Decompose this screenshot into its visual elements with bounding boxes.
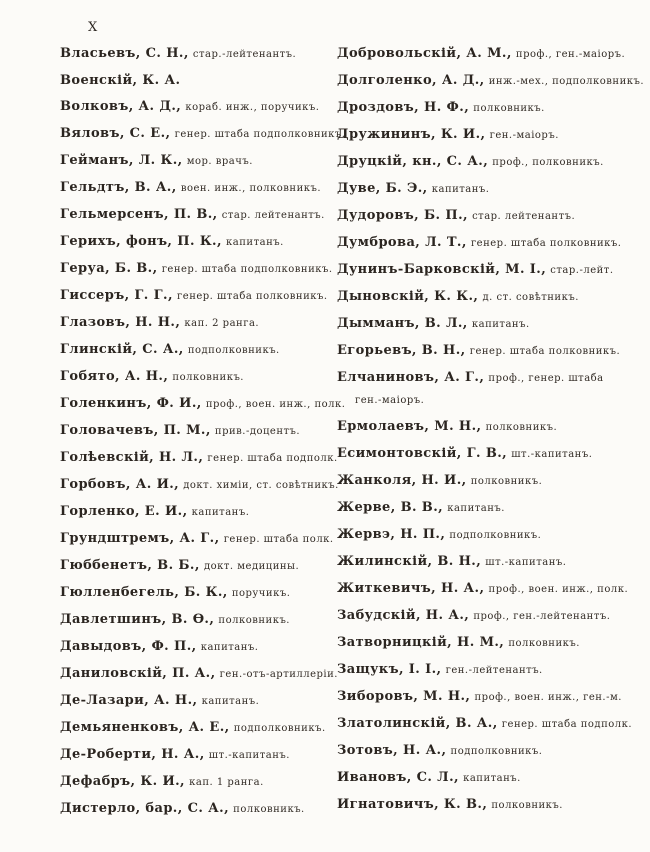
list-item xyxy=(337,46,625,62)
entry-rank: шт.-капитанъ. xyxy=(511,449,593,460)
entry-name: Геруа, Б. В., xyxy=(60,261,158,276)
list-item xyxy=(60,585,334,601)
list-item xyxy=(337,581,629,597)
entry-rank: шт.-капитанъ. xyxy=(208,750,290,761)
entry-rank: стар. лейтенантъ. xyxy=(472,211,576,222)
list-item xyxy=(337,127,625,143)
entry-rank: стар. лейтенантъ. xyxy=(221,210,325,221)
entry-name: Ивановъ, С. Л., xyxy=(337,770,459,785)
entry-rank: ген.-маіоръ. xyxy=(489,130,559,141)
entry-name: Гейманъ, Л. К., xyxy=(60,153,183,168)
entry-rank-continuation: ген.-маіоръ. xyxy=(355,395,425,406)
entry-rank: полковникъ. xyxy=(172,372,244,383)
entry-rank: полковникъ. xyxy=(508,638,580,649)
entry-rank: подполковникъ. xyxy=(233,723,326,734)
list-item xyxy=(60,396,346,412)
entry-name: Де-Роберти, Н. А., xyxy=(60,747,205,762)
entry-name: Забудскій, Н. А., xyxy=(337,608,470,623)
list-item xyxy=(337,554,625,570)
entry-name: Вяловъ, С. Е., xyxy=(60,126,171,141)
entry-rank: подполковникъ. xyxy=(449,530,542,541)
list-item xyxy=(337,370,625,408)
entry-name: Дефабръ, К. И., xyxy=(60,774,185,789)
entry-name: Голѣевскій, Н. Л., xyxy=(60,450,204,465)
list-item xyxy=(60,46,334,62)
list-item xyxy=(337,635,625,651)
entry-name: Дымманъ, В. Л., xyxy=(337,316,468,331)
entry-rank: генер. штаба подполковникъ. xyxy=(161,264,333,275)
entry-rank: ген.-лейтенантъ. xyxy=(445,665,543,676)
list-item xyxy=(60,315,334,331)
entry-rank: генер. штаба подполковникъ. xyxy=(174,129,346,140)
entry-rank: кап. 1 ранга. xyxy=(189,777,264,788)
list-item xyxy=(60,99,334,115)
entry-rank: д. ст. совѣтникъ. xyxy=(482,292,579,303)
list-item xyxy=(60,369,334,385)
entry-name: Есимонтовскій, Г. В., xyxy=(337,446,508,461)
list-item xyxy=(337,181,625,197)
entry-name: Горбовъ, А. И., xyxy=(60,477,180,492)
entry-name: Добровольскій, А. М., xyxy=(337,46,512,61)
entry-name: Гельмерсенъ, П. В., xyxy=(60,207,218,222)
entry-rank: ген.-отъ-артиллеріи. xyxy=(219,669,338,680)
list-item xyxy=(60,693,334,709)
entry-rank: инж.-мех., подполковникъ. xyxy=(488,76,645,87)
list-item xyxy=(60,288,334,304)
entry-name: Защукъ, І. І., xyxy=(337,662,442,677)
entry-name: Даниловскій, П. А., xyxy=(60,666,216,681)
entry-name: Дунинъ-Барковскій, М. І., xyxy=(337,262,547,277)
entry-name: Гиссеръ, Г. Г., xyxy=(60,288,173,303)
entry-name: Егорьевъ, В. Н., xyxy=(337,343,466,358)
list-item xyxy=(60,234,334,250)
entry-name: Волковъ, А. Д., xyxy=(60,99,182,114)
list-item xyxy=(337,662,625,678)
entry-name: Ермолаевъ, М. Н., xyxy=(337,419,482,434)
entry-rank: проф., ген.-лейтенантъ. xyxy=(473,611,611,622)
entry-name: Житкевичъ, Н. А., xyxy=(337,581,485,596)
list-item xyxy=(337,154,625,170)
list-item xyxy=(60,477,339,493)
entry-name: Горленко, Е. И., xyxy=(60,504,188,519)
entry-name: Елчаниновъ, А. Г., xyxy=(337,370,485,385)
entry-rank: кораб. инж., поручикъ. xyxy=(185,102,320,113)
entry-rank: капитанъ. xyxy=(191,507,250,518)
list-item xyxy=(60,801,334,817)
list-item xyxy=(60,207,334,223)
list-item xyxy=(337,235,625,251)
entry-rank: генер. штаба полковникъ. xyxy=(177,291,328,302)
entry-rank: проф., генер. штаба xyxy=(488,373,604,384)
list-item xyxy=(60,666,338,682)
list-item xyxy=(60,126,346,142)
entry-rank: кап. 2 ранга. xyxy=(184,318,260,329)
list-item xyxy=(337,316,625,332)
list-item xyxy=(60,423,334,439)
entry-rank: докт. химіи, ст. совѣтникъ. xyxy=(183,480,339,491)
list-item xyxy=(337,797,625,813)
list-item xyxy=(60,774,334,790)
list-item xyxy=(337,343,625,359)
entry-name: Де-Лазари, А. Н., xyxy=(60,693,198,708)
entry-name: Дудоровъ, Б. П., xyxy=(337,208,468,223)
entry-rank: капитанъ. xyxy=(431,184,490,195)
list-item xyxy=(60,531,334,547)
entry-rank: подполковникъ. xyxy=(187,345,280,356)
list-item xyxy=(60,153,334,169)
list-item xyxy=(337,208,625,224)
list-item xyxy=(60,747,334,763)
entry-rank: полковникъ. xyxy=(473,103,545,114)
entry-name: Игнатовичъ, К. В., xyxy=(337,797,488,812)
entry-name: Думброва, Л. Т., xyxy=(337,235,467,250)
entry-rank: проф., полковникъ. xyxy=(492,157,604,168)
entry-name: Головачевъ, П. М., xyxy=(60,423,211,438)
list-item xyxy=(60,612,334,628)
list-item xyxy=(337,608,625,624)
entry-rank: проф., воен. инж., ген.-м. xyxy=(474,692,622,703)
entry-name: Герихъ, фонъ, П. К., xyxy=(60,234,222,249)
entry-rank: шт.-капитанъ. xyxy=(485,557,567,568)
list-item xyxy=(337,689,625,705)
list-item xyxy=(60,73,334,88)
entry-name: Долголенко, А. Д., xyxy=(337,73,485,88)
list-item xyxy=(60,504,334,520)
entry-name: Дружининъ, К. И., xyxy=(337,127,486,142)
entry-rank: полковникъ. xyxy=(485,422,558,433)
list-item xyxy=(337,419,625,435)
entry-rank: капитанъ. xyxy=(471,319,530,330)
list-item xyxy=(337,527,625,543)
list-item xyxy=(337,262,625,278)
entry-rank: проф., воен. инж., полк. xyxy=(205,399,346,410)
list-item xyxy=(60,558,334,574)
list-item xyxy=(60,261,334,277)
entry-name: Глазовъ, Н. Н., xyxy=(60,315,181,330)
entry-rank: капитанъ. xyxy=(201,696,260,707)
entry-rank: прив.-доцентъ. xyxy=(214,426,301,437)
entry-rank: капитанъ. xyxy=(226,237,284,248)
entry-name: Жервэ, Н. П., xyxy=(337,527,446,542)
entry-name: Друцкій, кн., С. А., xyxy=(337,154,489,169)
entry-name: Демьяненковъ, А. Е., xyxy=(60,720,230,735)
entry-name: Голенкинъ, Ф. И., xyxy=(60,396,202,411)
entry-name: Дыновскій, К. К., xyxy=(337,289,479,304)
list-item xyxy=(60,639,334,655)
entry-name: Военскій, К. А. xyxy=(60,73,181,88)
entry-rank: стар.-лейт. xyxy=(550,265,614,276)
entry-rank: генер. штаба полковникъ. xyxy=(470,238,622,249)
entry-rank: докт. медицины. xyxy=(203,561,300,572)
entry-name: Жанколя, Н. И., xyxy=(337,473,467,488)
column-left xyxy=(60,46,346,828)
list-item xyxy=(337,743,625,759)
entry-rank: полковникъ. xyxy=(218,615,290,626)
list-item xyxy=(337,473,625,489)
entry-name: Глинскій, С. А., xyxy=(60,342,184,357)
entry-name: Дроздовъ, Н. Ф., xyxy=(337,100,470,115)
list-item xyxy=(337,289,625,305)
entry-name: Грундштремъ, А. Г., xyxy=(60,531,220,546)
list-item xyxy=(60,342,334,358)
entry-rank: генер. штаба подполк. xyxy=(501,719,633,730)
entry-rank: генер. штаба подполк. xyxy=(207,453,338,464)
entry-rank: воен. инж., полковникъ. xyxy=(180,183,322,194)
list-item xyxy=(337,73,645,89)
list-item xyxy=(60,720,334,736)
entry-name: Затворницкій, Н. М., xyxy=(337,635,505,650)
entry-name: Дуве, Б. Э., xyxy=(337,181,428,196)
page-number: X xyxy=(88,20,99,35)
entry-rank: полковникъ. xyxy=(491,800,563,811)
entry-name: Зиборовъ, М. Н., xyxy=(337,689,471,704)
entry-name: Жилинскій, В. Н., xyxy=(337,554,482,569)
list-item xyxy=(337,446,625,462)
entry-name: Дистерло, бар., С. А., xyxy=(60,801,230,816)
entry-name: Гюббенетъ, В. Б., xyxy=(60,558,200,573)
entry-rank: подполковникъ. xyxy=(450,746,543,757)
entry-name: Златолинскій, В. А., xyxy=(337,716,498,731)
entry-name: Давлетшинъ, В. Ѳ., xyxy=(60,612,215,627)
entry-rank: полковникъ. xyxy=(470,476,543,487)
list-item xyxy=(337,500,625,516)
list-item xyxy=(337,100,625,116)
list-item xyxy=(337,770,625,786)
entry-rank: стар.-лейтенантъ. xyxy=(192,49,297,60)
entry-rank: генер. штаба полковникъ. xyxy=(469,346,621,357)
entry-rank: проф., воен. инж., полк. xyxy=(488,584,629,595)
column-right xyxy=(337,46,645,824)
entry-rank: полковникъ. xyxy=(233,804,305,815)
entry-name: Гобято, А. Н., xyxy=(60,369,169,384)
entry-name: Давыдовъ, Ф. П., xyxy=(60,639,197,654)
entry-name: Гельдтъ, В. А., xyxy=(60,180,177,195)
entry-rank: капитанъ. xyxy=(463,773,521,784)
entry-rank: мор. врачъ. xyxy=(186,156,253,167)
entry-rank: генер. штаба полк. xyxy=(223,534,334,545)
entry-name: Жерве, В. В., xyxy=(337,500,444,515)
list-item xyxy=(60,450,338,466)
entry-name: Зотовъ, Н. А., xyxy=(337,743,447,758)
entry-name: Гюлленбегель, Б. К., xyxy=(60,585,228,600)
entry-rank: капитанъ. xyxy=(200,642,259,653)
entry-rank: проф., ген.-маіоръ. xyxy=(515,49,626,60)
list-item xyxy=(60,180,334,196)
entry-rank: капитанъ. xyxy=(447,503,505,514)
list-item xyxy=(337,716,633,732)
entry-name: Власьевъ, С. Н., xyxy=(60,46,189,61)
entry-rank: поручикъ. xyxy=(231,588,291,599)
